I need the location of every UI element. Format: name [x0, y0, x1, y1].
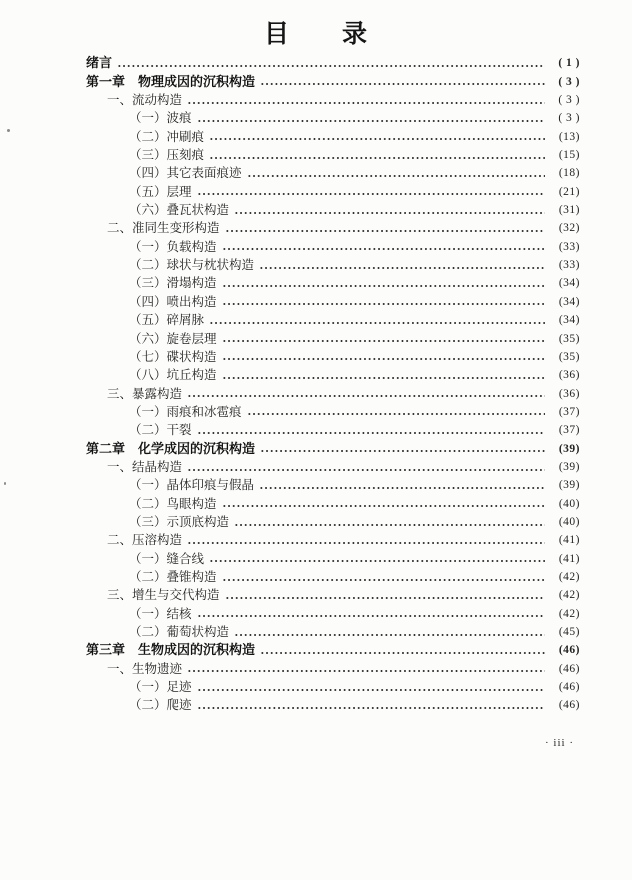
- toc-entry-label: 一、生物遗迹: [107, 661, 183, 676]
- toc-entry-page-number: (46): [558, 699, 580, 712]
- toc-entry: [0, 291, 580, 309]
- dotted-leader: [222, 357, 545, 362]
- page-title: 目 录: [263, 21, 368, 48]
- toc-entry-page-number: (39): [558, 460, 580, 473]
- toc-list: [0, 53, 580, 713]
- dotted-leader: [197, 430, 545, 435]
- toc-entry-label: （一）缝合线: [129, 551, 205, 566]
- toc-entry-label: （一）雨痕和冰雹痕: [129, 404, 242, 419]
- toc-entry-label: （二）鸟眼构造: [129, 496, 217, 511]
- dotted-leader: [117, 63, 545, 68]
- toc-entry: [0, 365, 580, 383]
- toc-entry-page-number: (15): [558, 149, 580, 162]
- toc-entry: [0, 347, 580, 365]
- toc-entry-page-number: (13): [558, 130, 580, 143]
- toc-entry: [0, 90, 580, 108]
- footer-page-number: · iii ·: [545, 737, 574, 749]
- toc-entry: [0, 475, 580, 493]
- toc-entry-label: 三、暴露构造: [107, 386, 183, 401]
- toc-entry-page-number: (35): [558, 350, 580, 363]
- toc-entry-page-number: (42): [558, 589, 580, 602]
- toc-entry-label: （二）球状与枕状构造: [129, 258, 255, 273]
- toc-entry-label: （三）滑塌构造: [129, 276, 217, 291]
- toc-entry: [0, 126, 580, 144]
- toc-entry-page-number: (34): [558, 314, 580, 327]
- toc-entry: [0, 402, 580, 420]
- dotted-leader: [222, 302, 545, 307]
- dotted-leader: [187, 394, 545, 399]
- toc-entry-label: （一）结核: [129, 606, 192, 621]
- toc-entry-label: （二）葡萄状构造: [129, 625, 230, 639]
- toc-entry-page-number: (37): [558, 405, 580, 418]
- toc-entry-page-number: (39): [558, 442, 580, 455]
- toc-entry: [0, 695, 580, 713]
- scan-speck: [7, 129, 10, 132]
- dotted-leader: [222, 339, 545, 344]
- toc-entry-label: （二）冲刷痕: [129, 129, 205, 144]
- toc-entry-page-number: (33): [558, 240, 580, 253]
- dotted-leader: [187, 100, 545, 105]
- toc-entry-page-number: ( 3 ): [558, 112, 580, 125]
- toc-entry-label: （二）叠锥构造: [129, 569, 217, 584]
- toc-entry-label: 绪言: [86, 55, 113, 71]
- toc-entry-label: 一、结晶构造: [107, 459, 183, 474]
- toc-entry: [0, 585, 580, 603]
- dotted-leader: [197, 192, 545, 197]
- dotted-leader: [197, 705, 545, 710]
- toc-entry-page-number: (37): [558, 424, 580, 437]
- dotted-leader: [222, 283, 545, 288]
- dotted-leader: [234, 210, 545, 215]
- toc-entry-label: 一、流动构造: [107, 93, 183, 108]
- toc-entry-label: （三）压刻痕: [129, 148, 205, 163]
- toc-entry: [0, 108, 580, 126]
- dotted-leader: [209, 137, 545, 142]
- toc-entry: [0, 603, 580, 621]
- toc-entry: [0, 530, 580, 548]
- dotted-leader: [209, 559, 545, 564]
- toc-entry-label: （一）负载构造: [129, 239, 217, 254]
- toc-entry: [0, 640, 580, 658]
- toc-entry-label: 第一章 物理成因的沉积构造: [86, 73, 256, 89]
- toc-entry-page-number: (40): [558, 515, 580, 528]
- dotted-leader: [259, 485, 545, 490]
- toc-entry-label: （二）干裂: [129, 423, 192, 438]
- dotted-leader: [187, 467, 545, 472]
- toc-entry-page-number: (33): [558, 259, 580, 272]
- dotted-leader: [225, 228, 545, 233]
- toc-entry: [0, 310, 580, 328]
- dotted-leader: [234, 632, 545, 637]
- toc-entry-page-number: (41): [558, 534, 580, 547]
- toc-entry-label: 第三章 生物成因的沉积构造: [86, 642, 256, 658]
- toc-entry: [0, 567, 580, 585]
- dotted-leader: [197, 118, 545, 123]
- toc-entry-page-number: ( 1 ): [558, 57, 580, 70]
- toc-entry-page-number: (36): [558, 369, 580, 382]
- toc-entry-label: 第二章 化学成因的沉积构造: [86, 440, 256, 456]
- dotted-leader: [197, 614, 545, 619]
- toc-entry-label: 二、准同生变形构造: [107, 221, 220, 236]
- dotted-leader: [222, 577, 545, 582]
- toc-entry-page-number: (46): [558, 681, 580, 694]
- toc-entry-page-number: (46): [558, 644, 580, 657]
- toc-entry-label: （四）其它表面痕迹: [129, 166, 242, 181]
- toc-entry-page-number: (40): [558, 497, 580, 510]
- toc-entry: [0, 493, 580, 511]
- toc-entry: [0, 71, 580, 89]
- toc-entry-label: （五）碎屑脉: [129, 313, 205, 328]
- dotted-leader: [187, 540, 545, 545]
- toc-entry-page-number: (46): [558, 662, 580, 675]
- toc-entry: [0, 677, 580, 695]
- toc-entry: [0, 420, 580, 438]
- toc-entry: [0, 200, 580, 218]
- toc-entry: [0, 236, 580, 254]
- toc-entry: [0, 438, 580, 456]
- toc-entry-label: （八）坑丘构造: [129, 368, 217, 383]
- toc-entry-label: 三、增生与交代构造: [107, 588, 220, 603]
- toc-entry: [0, 181, 580, 199]
- toc-entry: [0, 622, 580, 640]
- toc-entry-page-number: (41): [558, 552, 580, 565]
- dotted-leader: [197, 687, 545, 692]
- dotted-leader: [260, 650, 545, 655]
- toc-entry-page-number: ( 3 ): [558, 94, 580, 107]
- toc-entry: [0, 53, 580, 71]
- dotted-leader: [259, 265, 545, 270]
- toc-entry-label: （七）碟状构造: [129, 349, 217, 364]
- toc-entry-label: （四）喷出构造: [129, 294, 217, 309]
- toc-entry-page-number: (42): [558, 570, 580, 583]
- dotted-leader: [260, 82, 545, 87]
- toc-entry-label: （一）晶体印痕与假晶: [129, 478, 255, 493]
- dotted-leader: [247, 412, 545, 417]
- toc-entry-label: （六）叠瓦状构造: [129, 203, 230, 218]
- toc-entry-page-number: (36): [558, 387, 580, 400]
- toc-entry-page-number: (34): [558, 277, 580, 290]
- toc-entry-label: 二、压溶构造: [107, 533, 183, 548]
- dotted-leader: [222, 247, 545, 252]
- dotted-leader: [247, 173, 545, 178]
- dotted-leader: [209, 320, 545, 325]
- toc-entry: [0, 218, 580, 236]
- toc-entry-label: （一）足迹: [129, 680, 192, 695]
- toc-entry-page-number: (39): [558, 479, 580, 492]
- toc-entry-page-number: (42): [558, 607, 580, 620]
- toc-entry: [0, 383, 580, 401]
- toc-entry: [0, 548, 580, 566]
- toc-entry: [0, 512, 580, 530]
- dotted-leader: [225, 595, 545, 600]
- toc-entry-page-number: (18): [558, 167, 580, 180]
- scan-speck: [4, 482, 6, 485]
- toc-entry-page-number: ( 3 ): [558, 75, 580, 88]
- toc-entry-label: （三）示顶底构造: [129, 514, 230, 529]
- dotted-leader: [260, 449, 545, 454]
- toc-entry-label: （六）旋卷层理: [129, 331, 217, 346]
- toc-entry-page-number: (21): [558, 185, 580, 198]
- toc-entry-page-number: (31): [558, 204, 580, 217]
- toc-entry: [0, 328, 580, 346]
- toc-entry: [0, 457, 580, 475]
- dotted-leader: [187, 669, 545, 674]
- toc-entry-page-number: (35): [558, 332, 580, 345]
- toc-entry: [0, 145, 580, 163]
- toc-entry-label: （二）爬迹: [129, 698, 192, 713]
- toc-entry: [0, 163, 580, 181]
- toc-entry-page-number: (34): [558, 295, 580, 308]
- toc-entry-label: （一）波痕: [129, 111, 192, 126]
- dotted-leader: [209, 155, 545, 160]
- dotted-leader: [222, 504, 545, 509]
- toc-entry-page-number: (45): [558, 626, 580, 638]
- toc-entry: [0, 273, 580, 291]
- toc-entry: [0, 658, 580, 676]
- dotted-leader: [234, 522, 545, 527]
- toc-entry-label: （五）层理: [129, 184, 192, 199]
- toc-entry: [0, 255, 580, 273]
- toc-entry-page-number: (32): [558, 222, 580, 235]
- dotted-leader: [222, 375, 545, 380]
